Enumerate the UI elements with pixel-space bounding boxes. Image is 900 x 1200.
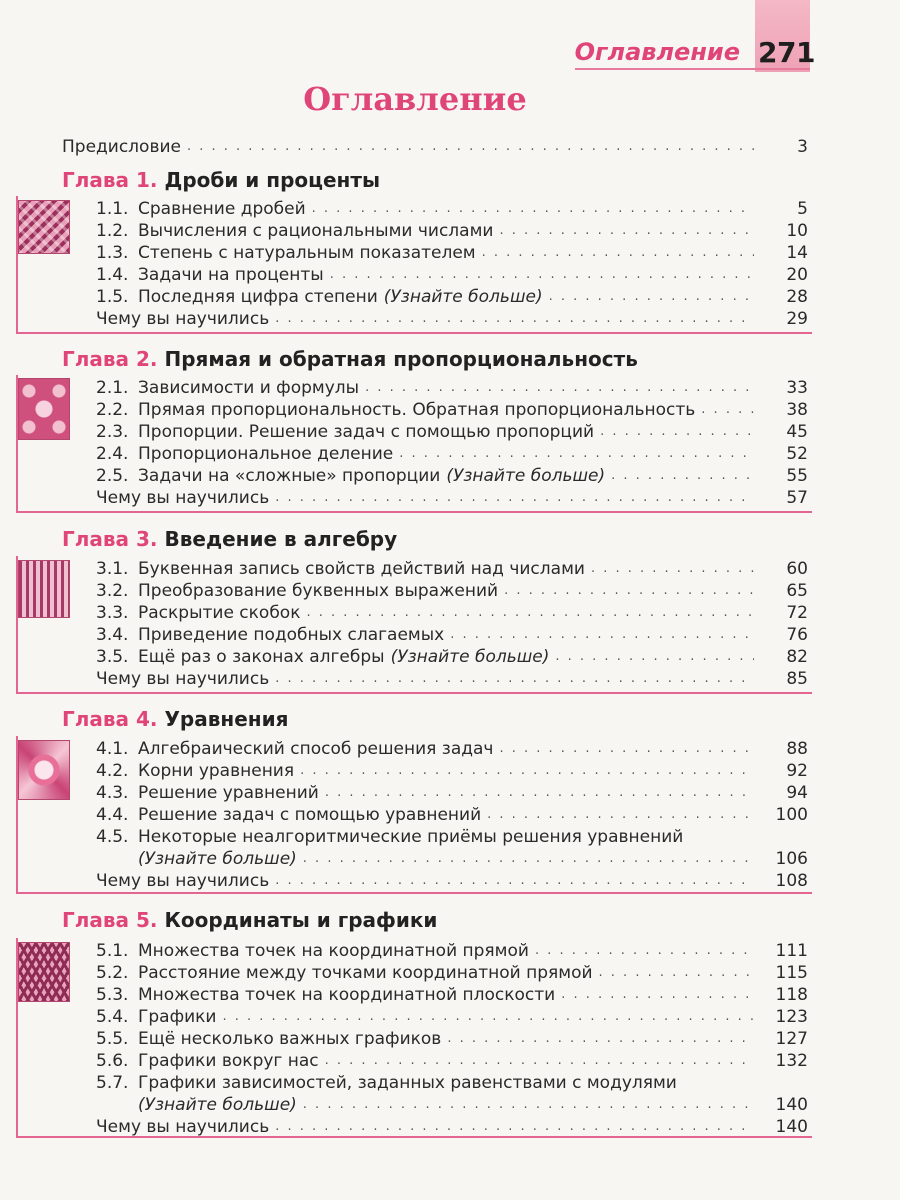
entry-text: Графики вокруг нас [138,1051,319,1071]
toc-entry-summary[interactable] [96,668,808,690]
entry-page: 3 [797,137,808,157]
entry-number: 5.1. [96,941,129,961]
leader-dots [600,421,754,443]
entry-number: 5.6. [96,1051,129,1071]
entry-number: 2.2. [96,400,129,420]
leader-dots [561,984,754,1006]
entry-number: 4.3. [96,783,129,803]
chapter-2-ornament-icon [18,378,70,440]
entry-number: 1.2. [96,221,129,241]
leader-dots [535,940,754,962]
entry-page: 52 [786,444,808,464]
entry-text: Приведение подобных слагаемых [138,625,445,645]
entry-page: 108 [775,871,808,891]
entry-page: 14 [786,243,808,263]
entry-text: Прямая пропорциональность. Обратная пропорциональность [138,400,696,420]
toc-entry[interactable] [96,421,808,443]
leader-dots [275,668,754,690]
entry-page: 111 [775,941,808,961]
running-title: Оглавление [574,38,740,66]
entry-page: 38 [786,400,808,420]
leader-dots [312,198,754,220]
entry-number: 3.3. [96,603,129,623]
toc-entry[interactable] [96,220,808,242]
entry-page: 92 [786,761,808,781]
toc-entry-first-line[interactable] [96,826,808,848]
leader-dots [365,377,754,399]
entry-text: Чему вы научились [96,488,270,508]
entry-number: 5.3. [96,985,129,1005]
toc-entry[interactable] [96,198,808,220]
entry-number: 4.2. [96,761,129,781]
toc-entry-summary[interactable] [96,870,808,892]
leader-dots [555,646,754,668]
leader-dots [275,1116,754,1138]
entry-page: 85 [786,669,808,689]
toc-entry[interactable] [96,264,808,286]
entry-page: 29 [786,309,808,329]
entry-number: 2.1. [96,378,129,398]
toc-entry-first-line[interactable] [96,1072,808,1094]
leader-dots [187,136,754,158]
leader-dots [447,1028,754,1050]
entry-number: 2.3. [96,422,129,442]
toc-entry[interactable] [96,602,808,624]
entry-number: 5.4. [96,1007,129,1027]
chapter-label: Глава 2. [62,347,158,371]
entry-number: 4.1. [96,739,129,759]
entry-number: 5.5. [96,1029,129,1049]
toc-entry[interactable] [96,465,808,487]
chapter-name: Уравнения [164,707,289,731]
entry-page: 127 [775,1029,808,1049]
learn-more-note: (Узнайте больше) [138,849,297,869]
entry-text: Некоторые неалгоритмические приёмы решения уравнений [138,827,684,847]
leader-dots [591,558,754,580]
entry-text: Чему вы научились [96,669,270,689]
toc-entry-preface[interactable] [62,136,808,158]
entry-text: Преобразование буквенных выражений [138,581,499,601]
toc-entry[interactable] [96,738,808,760]
leader-dots [487,804,754,826]
chapter-label: Глава 4. [62,707,158,731]
leader-dots [499,220,754,242]
entry-number: 5.2. [96,963,129,983]
entry-page: 57 [786,488,808,508]
learn-more-note: (Узнайте больше) [390,647,550,667]
toc-entry[interactable] [96,580,808,602]
toc-entry[interactable] [96,1050,808,1072]
learn-more-note: (Узнайте больше) [138,1095,297,1115]
entry-text: Сравнение дробей [138,199,306,219]
learn-more-note: (Узнайте больше) [446,466,606,486]
entry-number: 1.1. [96,199,129,219]
toc-entry[interactable] [96,624,808,646]
entry-text: Зависимости и формулы [138,378,360,398]
entry-text: Задачи на проценты [138,265,324,285]
chapter-label: Глава 3. [62,527,158,551]
entry-page: 118 [775,985,808,1005]
leader-dots [275,870,754,892]
entry-page: 123 [775,1007,808,1027]
leader-dots [300,760,754,782]
entry-text: Корни уравнения [138,761,295,781]
entry-text: Пропорции. Решение задач с помощью пропорций [138,422,595,442]
page-title: Оглавление [303,80,527,118]
entry-page: 115 [775,963,808,983]
toc-entry[interactable] [96,1028,808,1050]
toc-entry[interactable] [96,962,808,984]
leader-dots [599,962,754,984]
entry-text: Множества точек на координатной плоскости [138,985,556,1005]
chapter-name: Дроби и проценты [164,168,381,192]
entry-page: 28 [786,287,808,307]
entry-text: Графики [138,1007,217,1027]
toc-entry[interactable] [96,1006,808,1028]
toc-entry[interactable] [96,242,808,264]
entry-page: 94 [786,783,808,803]
entry-text: Графики зависимостей, заданных равенствами с модулями [138,1073,677,1093]
leader-dots [275,308,754,330]
chapter-4-ornament-icon [18,740,70,800]
toc-entry[interactable] [96,377,808,399]
entry-number: 3.1. [96,559,129,579]
entry-number: 4.5. [96,827,129,847]
entry-page: 10 [786,221,808,241]
entry-text: Решение уравнений [138,783,319,803]
entry-number: 4.4. [96,805,129,825]
entry-text: Чему вы научились [96,309,270,329]
leader-dots [482,242,754,264]
entry-text: Вычисления с рациональными числами [138,221,494,241]
leader-dots [504,580,754,602]
entry-page: 65 [786,581,808,601]
entry-number: 3.2. [96,581,129,601]
learn-more-note: (Узнайте больше) [383,287,543,307]
toc-entry[interactable] [96,782,808,804]
chapter-name: Координаты и графики [164,908,438,932]
entry-page: 140 [775,1117,808,1137]
chapter-name: Прямая и обратная пропорциональность [164,347,638,371]
chapter-3-ornament-icon [18,560,70,618]
leader-dots [499,738,754,760]
leader-dots [222,1006,754,1028]
entry-number: 2.4. [96,444,129,464]
leader-dots [330,264,754,286]
leader-dots [399,443,754,465]
toc-entry[interactable] [96,940,808,962]
entry-text: Чему вы научились [96,871,270,891]
entry-page: 33 [786,378,808,398]
entry-number: 1.3. [96,243,129,263]
toc-entry[interactable] [96,443,808,465]
chapter-label: Глава 1. [62,168,158,192]
entry-number: 3.5. [96,647,129,667]
entry-page: 60 [786,559,808,579]
toc-entry-summary[interactable] [96,308,808,330]
toc-entry[interactable] [96,286,808,308]
entry-text: Алгебраический способ решения задач [138,739,494,759]
chapter-label: Глава 5. [62,908,158,932]
entry-page: 140 [775,1095,808,1115]
toc-entry[interactable] [96,558,808,580]
entry-text: Предисловие [62,137,181,157]
entry-page: 5 [797,199,808,219]
leader-dots [303,848,754,870]
entry-text: Ещё несколько важных графиков [138,1029,442,1049]
entry-page: 45 [786,422,808,442]
entry-page: 76 [786,625,808,645]
leader-dots [549,286,754,308]
leader-dots [611,465,754,487]
toc-entry[interactable] [96,646,808,668]
entry-number: 1.4. [96,265,129,285]
entry-text: Задачи на «сложные» пропорции [138,466,441,486]
entry-text: Решение задач с помощью уравнений [138,805,482,825]
chapter-heading-2[interactable] [62,344,638,374]
toc-entry-continuation[interactable] [138,848,808,870]
leader-dots [325,1050,754,1072]
entry-page: 88 [786,739,808,759]
page-number: 271 [758,36,815,69]
toc-entry-continuation[interactable] [138,1094,808,1116]
leader-dots [306,602,754,624]
entry-number: 1.5. [96,287,129,307]
leader-dots [701,399,754,421]
leader-dots [303,1094,754,1116]
entry-text: Раскрытие скобок [138,603,301,623]
entry-text: Множества точек на координатной прямой [138,941,529,961]
leader-dots [450,624,754,646]
entry-page: 20 [786,265,808,285]
entry-text: Степень с натуральным показателем [138,243,476,263]
entry-text: Пропорциональное деление [138,444,394,464]
chapter-name: Введение в алгебру [164,527,398,551]
entry-page: 55 [786,466,808,486]
toc-entry[interactable] [96,760,808,782]
entry-number: 3.4. [96,625,129,645]
entry-page: 132 [775,1051,808,1071]
toc-entry[interactable] [96,984,808,1006]
entry-text: Чему вы научились [96,1117,270,1137]
entry-page: 106 [775,849,808,869]
toc-entry-summary[interactable] [96,487,808,509]
toc-entry-summary[interactable] [96,1116,808,1138]
entry-page: 100 [775,805,808,825]
toc-entry[interactable] [96,399,808,421]
toc-entry[interactable] [96,804,808,826]
chapter-heading-3[interactable] [62,524,397,554]
entry-text: Ещё раз о законах алгебры [138,647,385,667]
leader-dots [275,487,754,509]
entry-text: Последняя цифра степени [138,287,378,307]
entry-number: 5.7. [96,1073,129,1093]
entry-page: 82 [786,647,808,667]
chapter-5-ornament-icon [18,942,70,1002]
entry-page: 72 [786,603,808,623]
chapter-heading-5[interactable] [62,905,437,935]
leader-dots [325,782,754,804]
chapter-heading-1[interactable] [62,165,380,195]
chapter-1-ornament-icon [18,200,70,254]
entry-text: Буквенная запись свойств действий над числами [138,559,585,579]
entry-number: 2.5. [96,466,129,486]
entry-text: Расстояние между точками координатной прямой [138,963,593,983]
chapter-heading-4[interactable] [62,704,288,734]
